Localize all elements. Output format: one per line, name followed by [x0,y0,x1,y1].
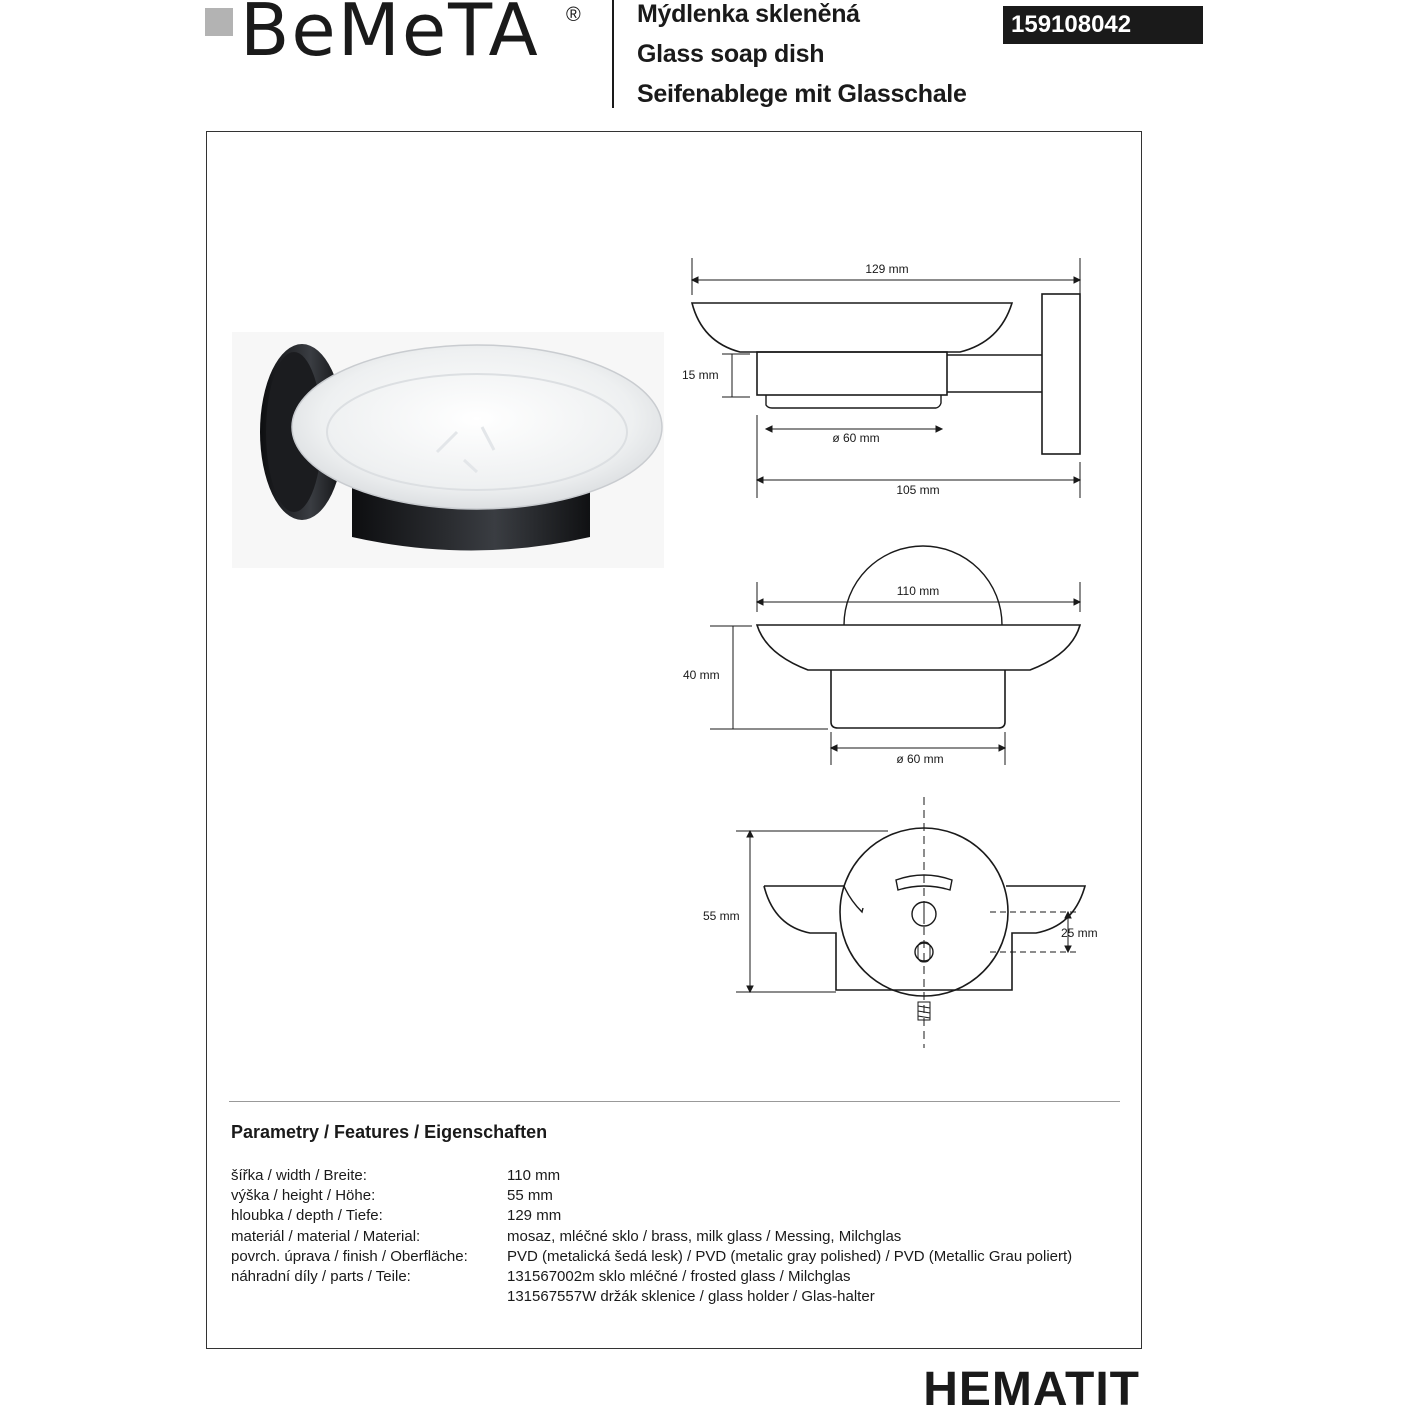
dim-height-15: 15 mm [682,368,719,382]
feature-label: náhradní díly / parts / Teile: [231,1268,411,1285]
dim-front-height: 40 mm [683,668,720,682]
dim-front-width: 110 mm [896,584,940,598]
feature-label: materiál / material / Material: [231,1228,421,1245]
feature-value: mosaz, mléčné sklo / brass, milk glass / Messing, Milchglas [507,1228,902,1245]
technical-drawing [660,240,1130,1060]
feature-label: povrch. úprava / finish / Oberfläche: [231,1248,468,1265]
feature-value: 55 mm [507,1187,553,1204]
features-heading: Parametry / Features / Eigenschaften [231,1122,548,1142]
feature-value: 129 mm [507,1207,562,1224]
product-photo [232,332,664,568]
brand-logo: BeMeTA [240,0,540,72]
frosted-glass-dish [292,345,662,509]
dim-back-height: 55 mm [703,909,740,923]
feature-value: PVD (metalická šedá lesk) / PVD (metalic gray polished) / PVD (Metallic Grau poliert) [507,1248,1073,1265]
feature-value: 110 mm [507,1167,561,1184]
logo-mark [205,8,233,36]
dim-back-offset: 25 mm [1061,926,1098,940]
dim-diameter-side: ø 60 mm [832,431,880,445]
product-title-en: Glass soap dish [637,40,825,68]
feature-value: 131567557W držák sklenice / glass holder / Glas-halter [507,1288,875,1305]
feature-label: výška / height / Höhe: [231,1187,376,1204]
dim-total-width: 129 mm [865,262,909,276]
product-title-de: Seifenablege mit Glasschale [637,80,967,108]
feature-value: 131567002m sklo mléčné / frosted glass / Milchglas [507,1268,851,1285]
front-view [710,546,1080,765]
side-view [692,258,1080,498]
registered-trademark: ® [566,4,581,26]
series-name: HEMATIT [923,1363,1140,1416]
back-view [736,797,1085,1048]
product-title-cz: Mýdlenka skleněná [637,0,860,28]
features-divider [229,1101,1120,1102]
feature-label: hloubka / depth / Tiefe: [231,1207,383,1224]
header-divider [612,0,614,108]
dim-diameter-front: ø 60 mm [896,752,944,766]
feature-label: šířka / width / Breite: [231,1167,367,1184]
dim-depth: 105 mm [896,483,940,497]
product-code: 159108042 [1003,6,1203,44]
